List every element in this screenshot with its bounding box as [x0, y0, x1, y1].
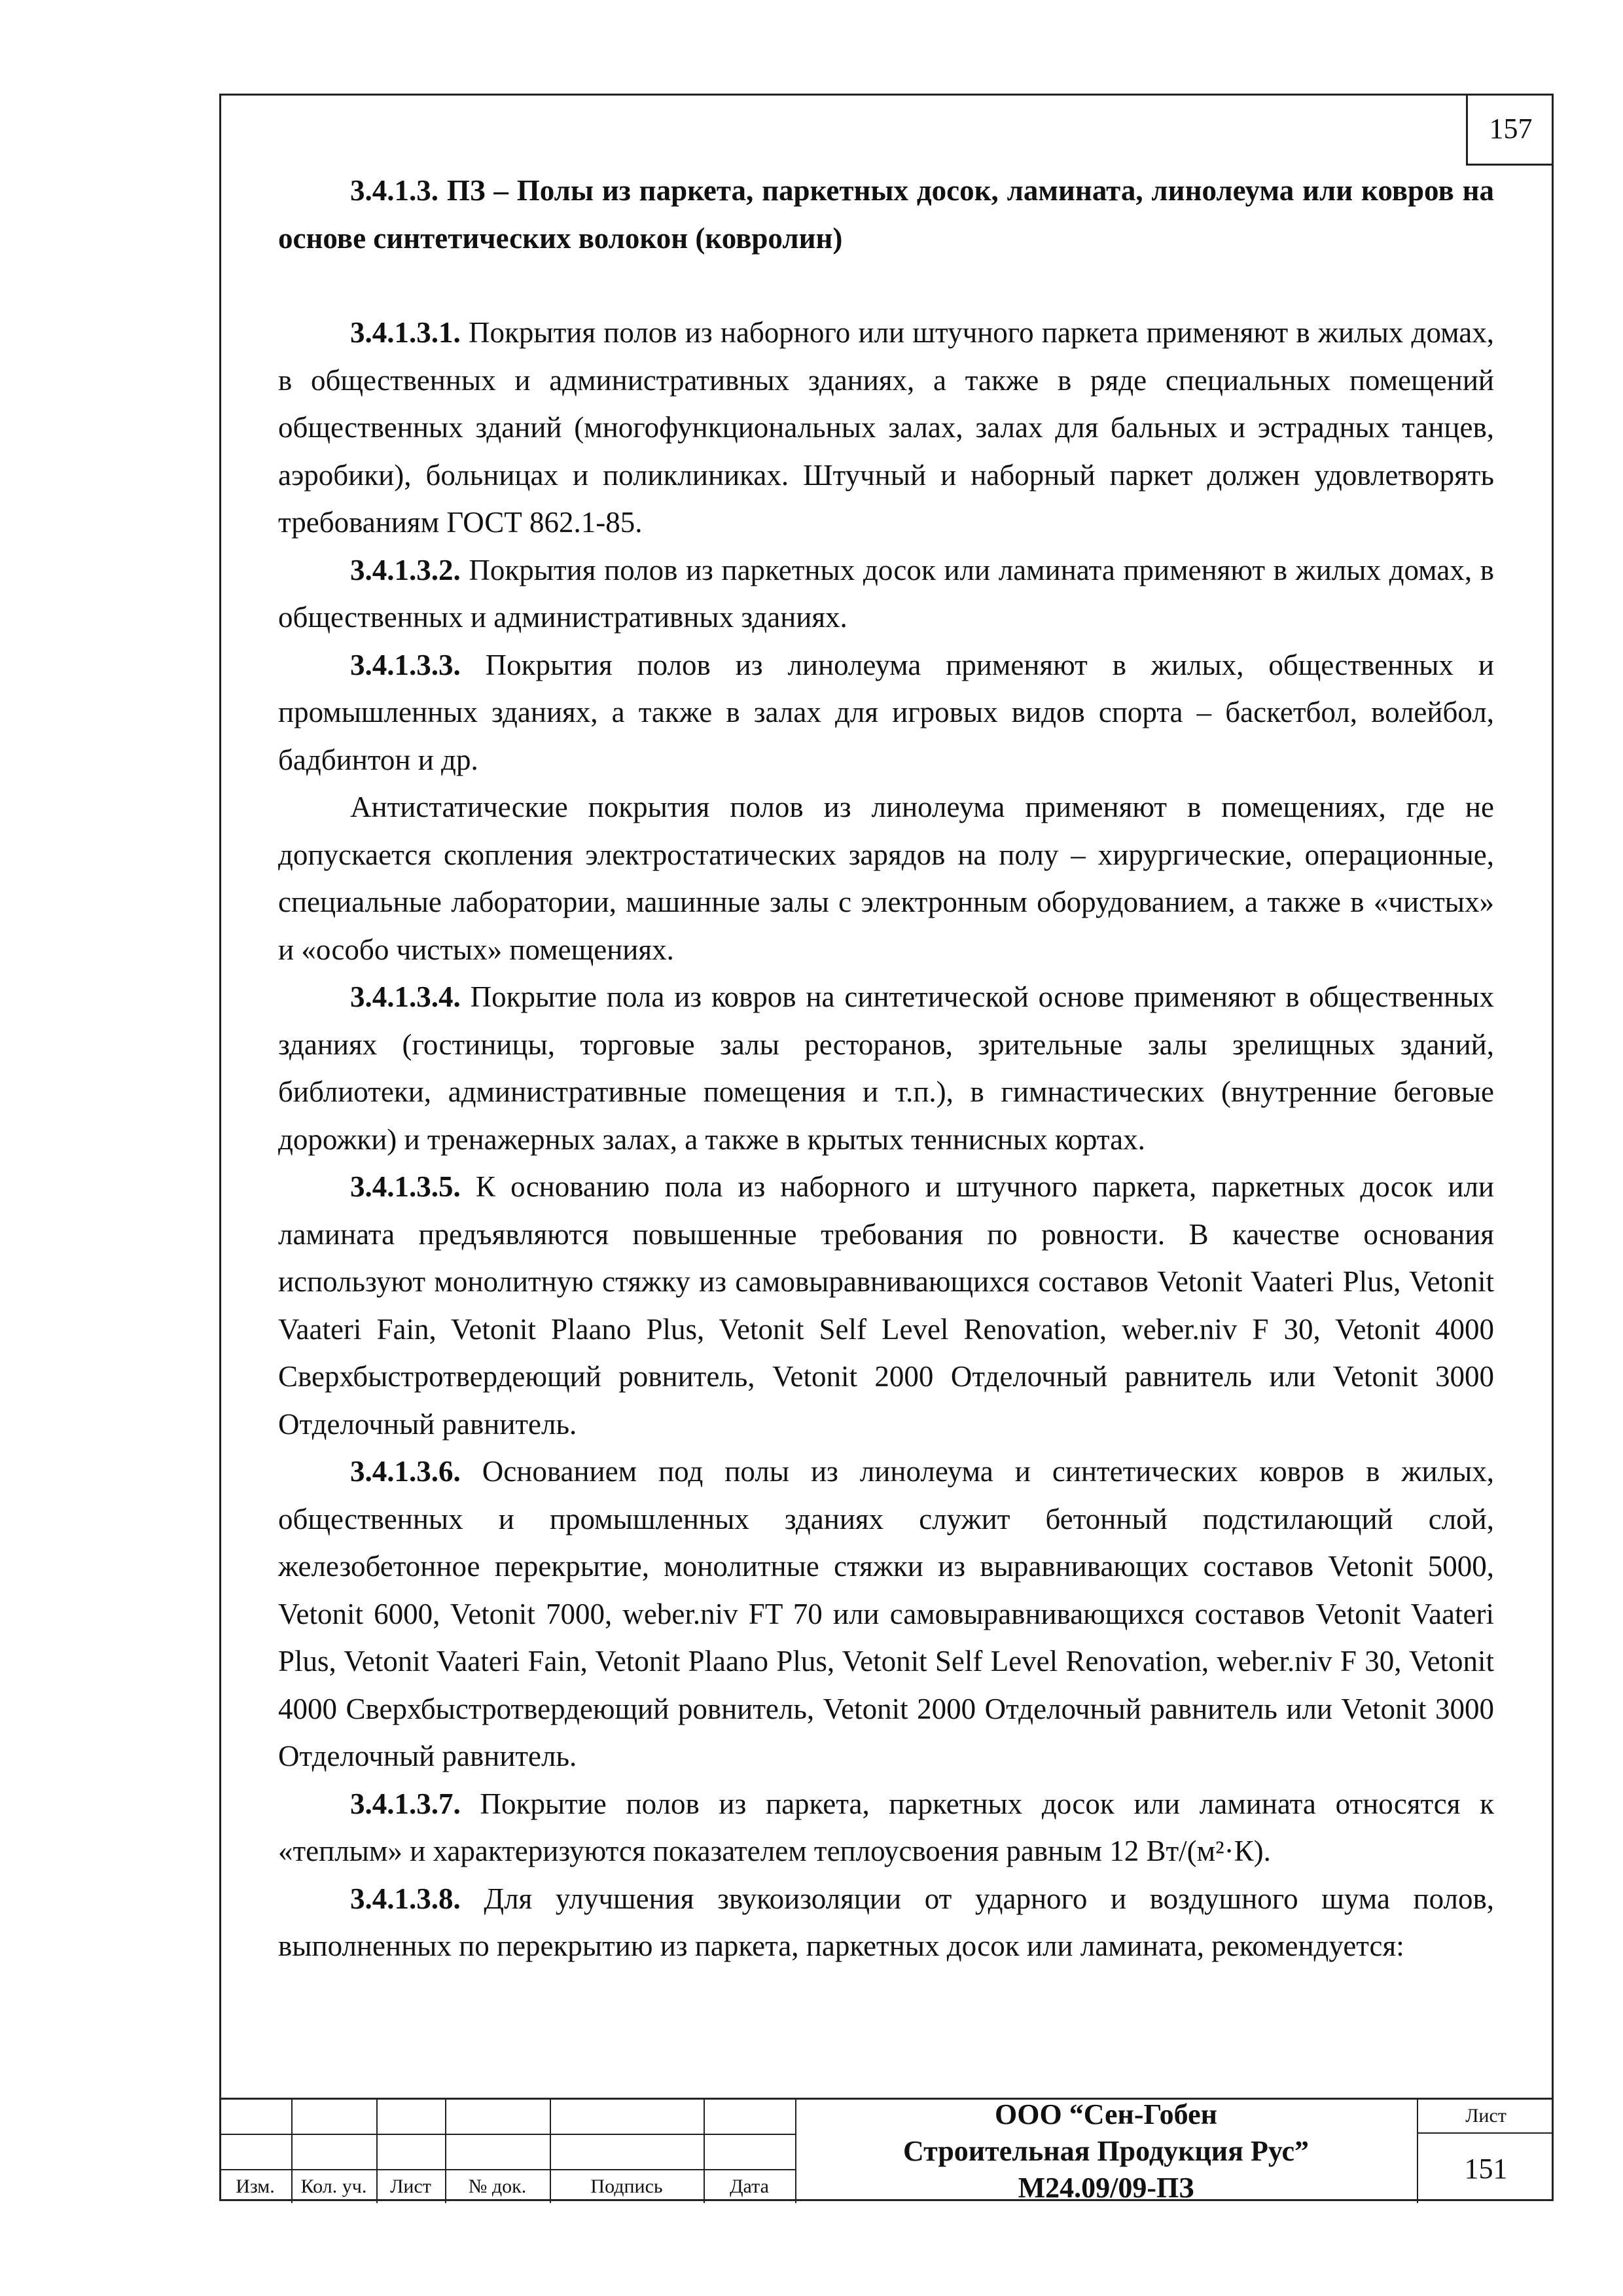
org-line-2: Строительная Продукция Рус” [902, 2135, 1310, 2167]
paragraph-number: 3.4.1.3.3. [350, 648, 461, 681]
sheet-number: 151 [1464, 2152, 1508, 2185]
paragraph-6 [278, 1448, 1494, 1780]
label-kol-uch: Кол. уч. [300, 2176, 367, 2197]
page-number-top: 157 [1466, 94, 1554, 166]
section-heading: 3.4.1.3. ПЗ – Полы из паркета, паркетных досок, ламината, линолеума или ковров на основе синтетических волокон (ковролин) [278, 174, 1494, 255]
title-block [219, 2098, 1554, 2204]
document-body [278, 167, 1494, 1970]
organization-block [795, 2100, 1417, 2203]
paragraph-4 [278, 973, 1494, 1163]
paragraph-2 [278, 547, 1494, 641]
paragraph-text: Основанием под полы из линолеума и синтетических ковров в жилых, общественных и промышленных зданиях служит бетонный подстилающий слой, железобетонное перекрытие, монолитные стяжки из выравнивающих составов Vetonit 5000, Vetonit 6000, Vetonit 7000, weber.niv FT 70 или самовыравнивающихся составов Vetonit Vaateri Plus, Vetonit Vaateri Fain, Vetonit Plaano Plus, Vetonit Self Level Renovation, weber.niv F 30, Vetonit 4000 Сверхбыстротвердеющий ровнитель, Vetonit 2000 Отделочный равнитель или Vetonit 3000 Отделочный равнитель. [278, 1455, 1494, 1772]
paragraph-text: Покрытия полов из паркетных досок или ламината применяют в жилых домах, в общественных и административных зданиях. [278, 553, 1494, 634]
paragraph-text: Покрытие полов из паркета, паркетных досок или ламината относятся к «теплым» и характеризуются показателем теплоусвоения равным 12 Вт/(м²·К). [278, 1787, 1494, 1867]
paragraph-5 [278, 1163, 1494, 1448]
label-signature: Подпись [590, 2176, 663, 2197]
paragraph-text: Для улучшения звукоизоляции от ударного и воздушного шума полов, выполненных по перекрытию из паркета, паркетных досок или ламината, рекомендуется: [278, 1882, 1494, 1962]
paragraph-text: Покрытия полов из линолеума применяют в жилых, общественных и промышленных зданиях, а также в залах для игровых видов спорта – баскетбол, волейбол, бадбинтон и др. [278, 648, 1494, 776]
paragraph-number: 3.4.1.3.6. [350, 1455, 461, 1488]
paragraph-3 [278, 641, 1494, 784]
paragraph-8 [278, 1875, 1494, 1970]
stamp-labels [219, 2170, 795, 2203]
label-doc-num: № док. [468, 2176, 527, 2197]
paragraph-number: 3.4.1.3.5. [350, 1170, 461, 1203]
label-list: Лист [390, 2176, 431, 2197]
org-line-1: ООО “Сен-Гобен [995, 2098, 1217, 2130]
paragraph-7 [278, 1780, 1494, 1875]
paragraph-text: Покрытие пола из ковров на синтетической основе применяют в общественных зданиях (гостиницы, торговые залы ресторанов, зрительные залы зрелищных зданий, библиотеки, административные помещения и т.п.), в гимнастических (внутренние беговые дорожки) и тренажерных залах, а также в крытых теннисных кортах. [278, 980, 1494, 1156]
label-date: Дата [730, 2176, 769, 2197]
paragraph-number: 3.4.1.3.7. [350, 1787, 461, 1820]
paragraph-text: Покрытия полов из наборного или штучного паркета применяют в жилых домах, в общественных и административных зданиях, а также в ряде специальных помещений общественных зданий (многофункциональных залах, залах для бальных и эстрадных танцев, аэробики), больницах и поликлиниках. Штучный и наборный паркет должен удовлетворять требованиям ГОСТ 862.1-85. [278, 316, 1494, 539]
paragraph-number: 3.4.1.3.1. [350, 316, 461, 349]
paragraph-number: 3.4.1.3.8. [350, 1882, 461, 1915]
paragraph-number: 3.4.1.3.4. [350, 980, 461, 1013]
paragraph-text: Антистатические покрытия полов из линолеума применяют в помещениях, где не допускается скопления электростатических зарядов на полу – хирургические, операционные, специальные лаборатории, машинные залы с электронным оборудованием, а также в «чистых» и «особо чистых» помещениях. [278, 791, 1494, 966]
doc-code: М24.09/09-ПЗ [1018, 2172, 1194, 2204]
paragraph-1 [278, 309, 1494, 547]
paragraph-number: 3.4.1.3.2. [350, 553, 461, 586]
label-izm: Изм. [236, 2176, 275, 2197]
sheet-label: Лист [1418, 2100, 1554, 2134]
paragraph-3-continued [278, 783, 1494, 973]
paragraph-text: К основанию пола из наборного и штучного паркета, паркетных досок или ламината предъявляются повышенные требования по ровности. В качестве основания используют монолитную стяжку из самовыравнивающихся составов Vetonit Vaateri Plus, Vetonit Vaateri Fain, Vetonit Plaano Plus, Vetonit Self Level Renovation, weber.niv F 30, Vetonit 4000 Сверхбыстротвердеющий ровнитель, Vetonit 2000 Отделочный равнитель или Vetonit 3000 Отделочный равнитель. [278, 1170, 1494, 1441]
